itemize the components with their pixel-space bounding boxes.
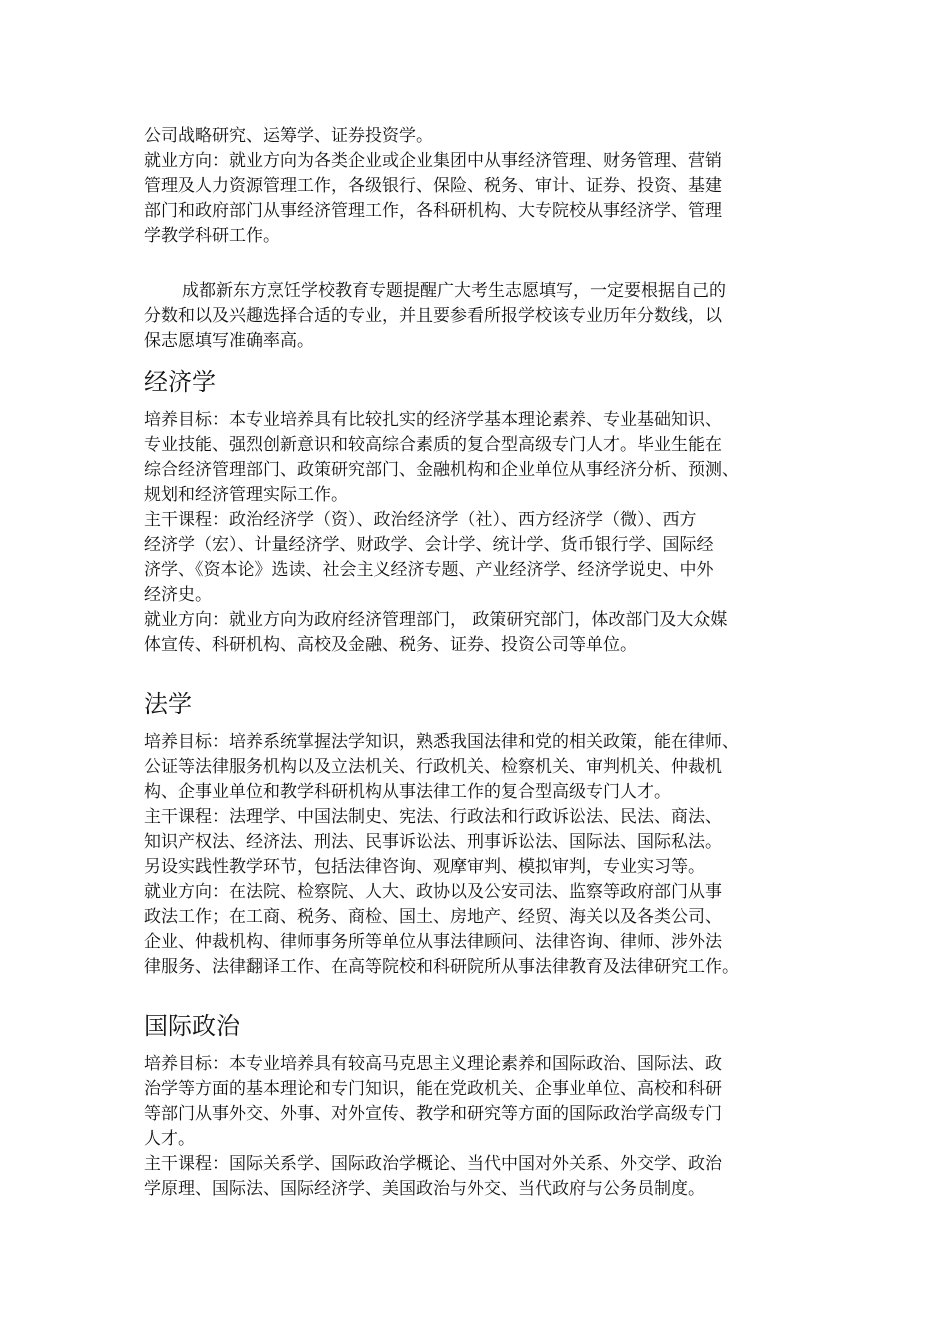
section-line: 另设实践性教学环节，包括法律咨询、观摩审判、模拟审判，专业实习等。 bbox=[144, 857, 705, 877]
section-international-politics bbox=[144, 1010, 814, 1202]
intro-line: 就业方向：就业方向为各类企业或企业集团中从事经济管理、财务管理、营销 bbox=[144, 151, 722, 171]
section-line: 政法工作；在工商、税务、商检、国土、房地产、经贸、海关以及各类公司、 bbox=[144, 907, 722, 927]
section-line: 就业方向：就业方向为政府经济管理部门， 政策研究部门，体改部门及大众媒 bbox=[144, 610, 728, 630]
section-line: 济学、《资本论》选读、社会主义经济专题、产业经济学、经济学说史、中外 bbox=[144, 560, 714, 580]
section-title: 国际政治 bbox=[144, 1012, 240, 1040]
reminder-line: 分数和以及兴趣选择合适的专业，并且要参看所报学校该专业历年分数线，以 bbox=[144, 306, 722, 326]
section-economics bbox=[144, 366, 814, 658]
intro-line: 管理及人力资源管理工作，各级银行、保险、税务、审计、证券、投资、基建 bbox=[144, 176, 722, 196]
section-title: 法学 bbox=[144, 690, 192, 718]
section-line: 人才。 bbox=[144, 1129, 195, 1149]
section-line: 就业方向：在法院、检察院、人大、政协以及公安司法、监察等政府部门从事 bbox=[144, 882, 722, 902]
section-line: 学原理、国际法、国际经济学、美国政治与外交、当代政府与公务员制度。 bbox=[144, 1179, 705, 1199]
spacer bbox=[144, 249, 814, 279]
section-line: 规划和经济管理实际工作。 bbox=[144, 485, 348, 505]
section-title: 经济学 bbox=[144, 368, 216, 396]
section-line: 体宣传、科研机构、高校及金融、税务、证券、投资公司等单位。 bbox=[144, 635, 637, 655]
intro-block bbox=[144, 124, 814, 249]
document-page bbox=[144, 124, 814, 1202]
section-line: 经济史。 bbox=[144, 585, 212, 605]
section-line: 培养目标：培养系统掌握法学知识，熟悉我国法律和党的相关政策，能在律师、 bbox=[144, 732, 739, 752]
section-line: 综合经济管理部门、政策研究部门、金融机构和企业单位从事经济分析、预测、 bbox=[144, 460, 739, 480]
reminder-line: 保志愿填写准确率高。 bbox=[144, 331, 314, 351]
section-law bbox=[144, 688, 814, 980]
intro-line: 学教学科研工作。 bbox=[144, 226, 280, 246]
reminder-paragraph bbox=[144, 279, 814, 354]
section-line: 培养目标：本专业培养具有较高马克思主义理论素养和国际政治、国际法、政 bbox=[144, 1054, 722, 1074]
section-line: 等部门从事外交、外事、对外宣传、教学和研究等方面的国际政治学高级专门 bbox=[144, 1104, 722, 1124]
section-line: 主干课程：法理学、中国法制史、宪法、行政法和行政诉讼法、民法、商法、 bbox=[144, 807, 722, 827]
section-line: 企业、仲裁机构、律师事务所等单位从事法律顾问、法律咨询、律师、涉外法 bbox=[144, 932, 722, 952]
section-line: 律服务、法律翻译工作、在高等院校和科研院所从事法律教育及法律研究工作。 bbox=[144, 957, 739, 977]
section-line: 专业技能、强烈创新意识和较高综合素质的复合型高级专门人才。毕业生能在 bbox=[144, 435, 722, 455]
section-line: 主干课程：政治经济学（资）、政治经济学（社）、西方经济学（微）、西方 bbox=[144, 510, 697, 530]
section-line: 培养目标：本专业培养具有比较扎实的经济学基本理论素养、专业基础知识、 bbox=[144, 410, 722, 430]
intro-line: 部门和政府部门从事经济管理工作，各科研机构、大专院校从事经济学、管理 bbox=[144, 201, 722, 221]
reminder-line: 成都新东方烹饪学校教育专题提醒广大考生志愿填写，一定要根据自己的 bbox=[182, 281, 726, 301]
section-line: 知识产权法、经济法、刑法、民事诉讼法、刑事诉讼法、国际法、国际私法。 bbox=[144, 832, 722, 852]
intro-line: 公司战略研究、运筹学、证券投资学。 bbox=[144, 126, 433, 146]
section-line: 公证等法律服务机构以及立法机关、行政机关、检察机关、审判机关、仲裁机 bbox=[144, 757, 722, 777]
section-line: 治学等方面的基本理论和专门知识，能在党政机关、企事业单位、高校和科研 bbox=[144, 1079, 722, 1099]
section-line: 经济学（宏）、计量经济学、财政学、会计学、统计学、货币银行学、国际经 bbox=[144, 535, 714, 555]
section-line: 主干课程：国际关系学、国际政治学概论、当代中国对外关系、外交学、政治 bbox=[144, 1154, 722, 1174]
section-line: 构、企事业单位和教学科研机构从事法律工作的复合型高级专门人才。 bbox=[144, 782, 671, 802]
